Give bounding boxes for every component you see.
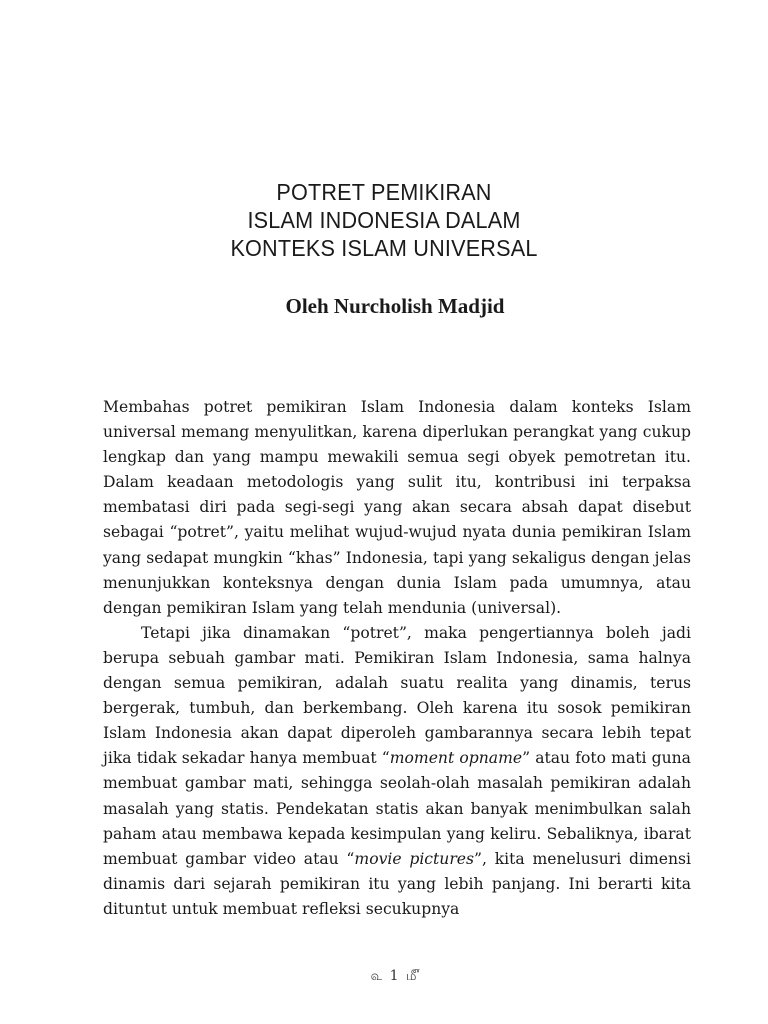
paragraph-1: Membahas potret pemikiran Islam Indonesia dalam konteks Islam universal memang menyulitkan, karena diperlukan perangkat yang cukup lengkap dan yang mampu mewakili semua segi obyek pemotretan itu. Dalam keadaan metodologis yang sulit itu, kontribusi ini terpaksa membatasi diri pada segi-segi yang akan secara absah dapat disebut sebagai “potret”, yaitu melihat wujud-wujud nyata dunia pemikiran Islam yang sedapat mungkin “khas” Indonesia, tapi yang sekaligus dengan jelas menunjukkan konteksnya dengan dunia Islam pada umumnya, atau dengan pemikiran Islam yang telah mendunia (universal).	[103, 398, 691, 617]
chapter-title-line-1: POTRET PEMIKIRAN	[276, 179, 492, 205]
body-text	[103, 395, 691, 922]
page-folio	[0, 968, 768, 985]
paragraph-2-part-3: ”, kita menelusuri dimensi dinamis dari sejarah pemikiran itu yang lebih panjang. Ini berarti kita dituntut untuk membuat refleksi secukupnya	[103, 849, 691, 918]
chapter-title-line-3: KONTEKS ISLAM UNIVERSAL	[230, 235, 538, 261]
chapter-title-line-2: ISLAM INDONESIA DALAM	[247, 207, 521, 233]
italic-term-movie-pictures: movie pictures	[354, 849, 475, 868]
folio-ornament-left-icon: ௳	[370, 969, 383, 984]
author-byline: Oleh Nurcholish Madjid	[285, 294, 505, 318]
italic-term-moment-opname: moment opname	[389, 749, 523, 768]
folio-ornament-right-icon: ௴	[405, 969, 420, 984]
page-number: 1	[389, 968, 399, 984]
paragraph-2-part-1: Tetapi jika dinamakan “potret”, maka pengertiannya boleh jadi berupa sebuah gambar mati. Pemikiran Islam Indonesia, sama halnya dengan semua pemikiran, adalah suatu realita yang dinamis, terus bergerak, tumbuh, dan berkembang. Oleh karena itu sosok pemikiran Islam Indonesia akan dapat diperoleh gambarannya secara lebih tepat jika tidak sekadar hanya membuat “	[103, 623, 691, 768]
paragraph-2	[103, 621, 691, 922]
paragraph-2-part-2: ” atau foto mati guna membuat gambar mati, sehingga seolah-olah masalah pemikiran adalah masalah yang statis. Pendekatan statis akan banyak menimbulkan salah paham atau membawa kepada kesimpulan yang keliru. Sebaliknya, ibarat membuat gambar video atau “	[103, 749, 691, 868]
chapter-title	[0, 178, 768, 262]
